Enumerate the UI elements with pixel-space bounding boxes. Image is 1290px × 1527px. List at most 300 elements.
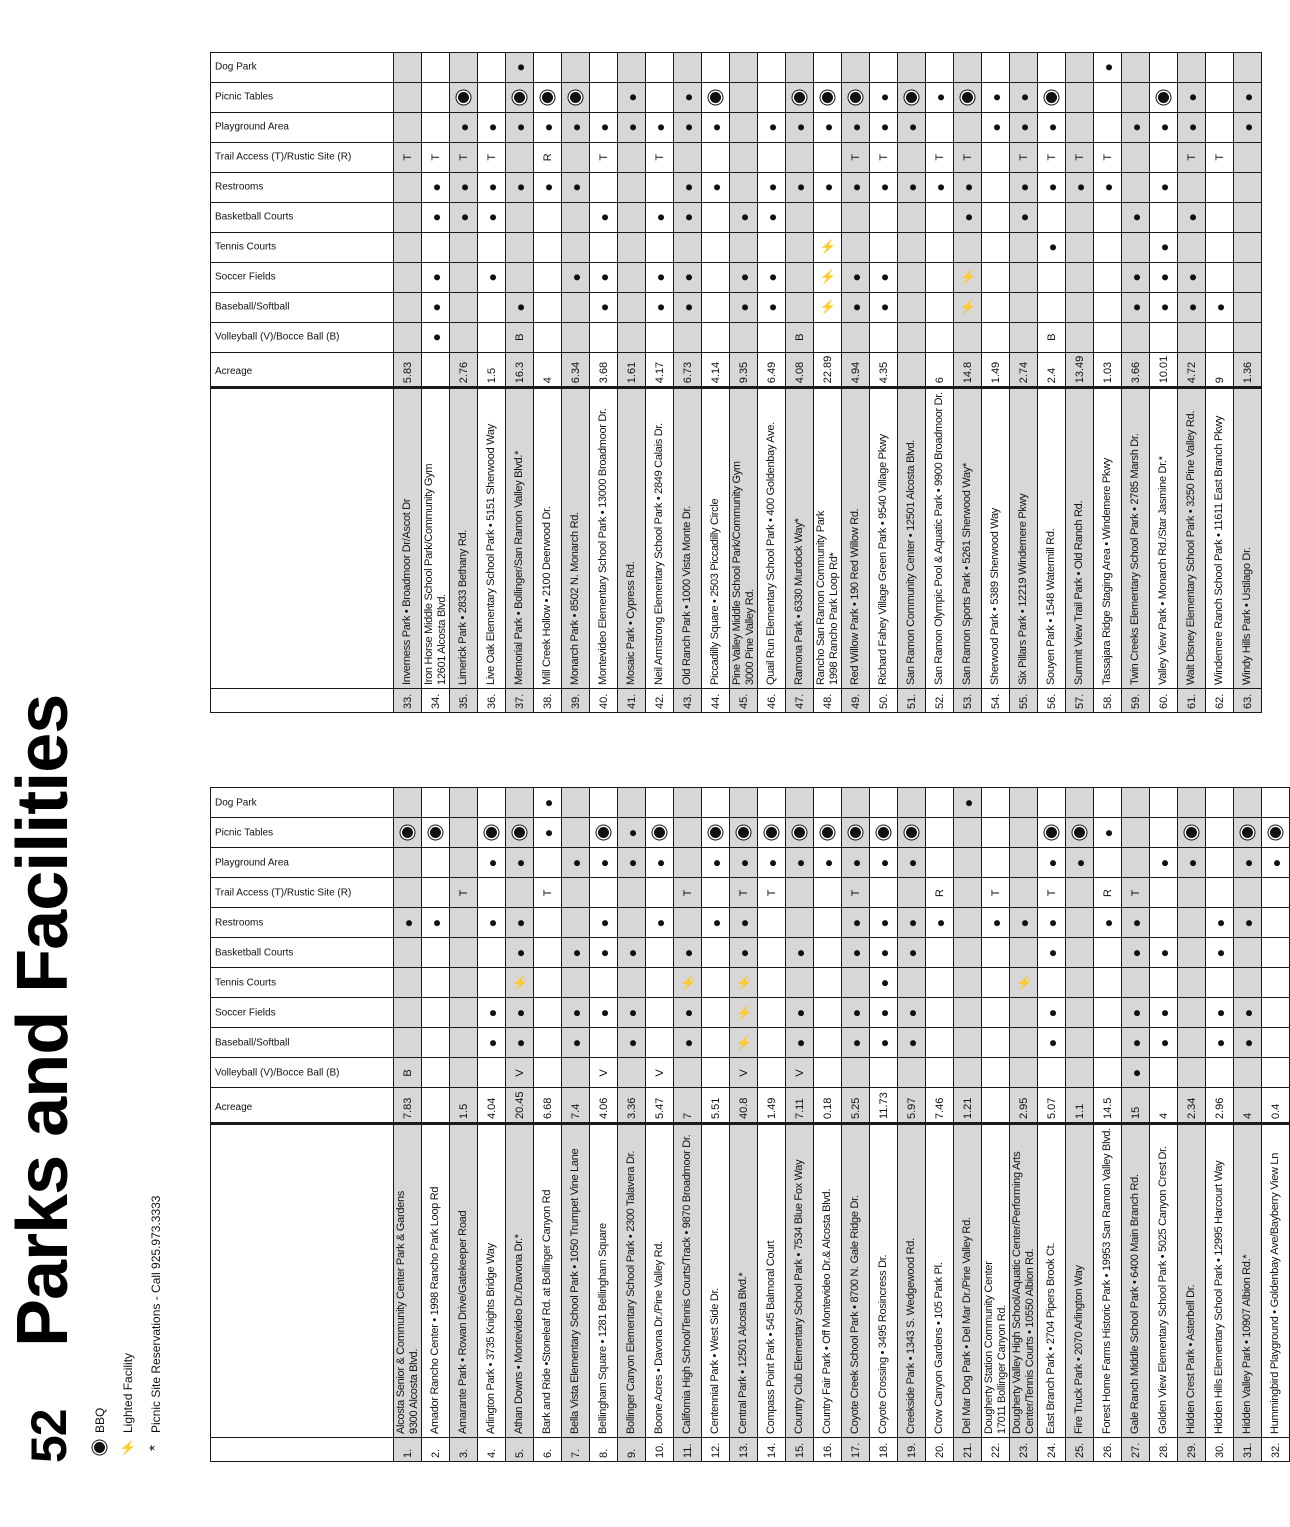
facility-cell bbox=[534, 968, 562, 998]
bbq-icon bbox=[598, 827, 609, 838]
park-name-line: Athan Downs • Montevideo Dr./Davona Dr.* bbox=[513, 1234, 525, 1434]
acreage-cell: 1.61 bbox=[618, 352, 646, 388]
acreage-cell: 3.68 bbox=[590, 352, 618, 388]
park-number: 18. bbox=[870, 1438, 898, 1462]
facility-cell bbox=[1066, 172, 1094, 202]
facility-cell bbox=[1122, 968, 1150, 998]
park-name-line: Pine Valley Middle School Park/Community Gym bbox=[730, 461, 743, 685]
park-number: 58. bbox=[1094, 689, 1122, 713]
facility-cell bbox=[506, 172, 534, 202]
table-row bbox=[674, 52, 702, 712]
facility-cell bbox=[814, 1028, 842, 1058]
facility-cell bbox=[898, 292, 926, 322]
acreage-cell: 6.68 bbox=[534, 1088, 562, 1124]
park-name bbox=[422, 1124, 450, 1438]
facility-cell bbox=[478, 848, 506, 878]
lighted-facility-icon: ⚡ bbox=[959, 269, 976, 285]
dot-icon: ● bbox=[1099, 62, 1116, 72]
park-name-line: Valley View Park • Monarch Rd./Star Jasmine Dr.* bbox=[1157, 456, 1169, 685]
facility-cell bbox=[534, 232, 562, 262]
dot-icon: ● bbox=[1211, 1008, 1228, 1018]
facility-cell bbox=[646, 232, 674, 262]
facility-cell bbox=[926, 1028, 954, 1058]
table-row bbox=[730, 788, 758, 1462]
facility-cell bbox=[506, 142, 534, 172]
facility-cell bbox=[1262, 1058, 1290, 1088]
facility-cell bbox=[982, 292, 1010, 322]
header-blank bbox=[211, 1438, 394, 1462]
facility-cell bbox=[758, 232, 786, 262]
facility-cell bbox=[534, 818, 562, 848]
dot-icon: ● bbox=[847, 302, 864, 312]
park-name bbox=[534, 1124, 562, 1438]
facility-cell bbox=[1010, 1028, 1038, 1058]
facility-cell bbox=[1122, 322, 1150, 352]
table-row bbox=[618, 788, 646, 1462]
dot-icon: ● bbox=[623, 1038, 640, 1048]
facility-cell bbox=[1150, 938, 1178, 968]
facility-cell bbox=[1038, 262, 1066, 292]
facility-cell bbox=[422, 202, 450, 232]
park-number: 10. bbox=[646, 1438, 674, 1462]
dot-icon: ● bbox=[1155, 272, 1172, 282]
facility-cell bbox=[422, 938, 450, 968]
facility-cell bbox=[1038, 938, 1066, 968]
dot-icon: ● bbox=[1015, 918, 1032, 928]
lighted-facility-icon: ⚡ bbox=[735, 1004, 752, 1020]
bbq-icon bbox=[458, 92, 469, 103]
table-row bbox=[1010, 788, 1038, 1462]
park-name bbox=[926, 388, 954, 689]
dot-icon: ● bbox=[623, 122, 640, 132]
facility-cell bbox=[926, 998, 954, 1028]
dot-icon: ● bbox=[1043, 122, 1060, 132]
facility-cell bbox=[674, 112, 702, 142]
facility-cell bbox=[618, 938, 646, 968]
bbq-icon bbox=[898, 818, 926, 848]
park-name bbox=[478, 1124, 506, 1438]
facility-cell bbox=[590, 172, 618, 202]
column-header-label: Playground Area bbox=[215, 121, 289, 133]
acreage-cell: 6.49 bbox=[758, 352, 786, 388]
facility-cell bbox=[646, 908, 674, 938]
park-number: 27. bbox=[1122, 1438, 1150, 1462]
bbq-icon bbox=[870, 818, 898, 848]
facility-cell bbox=[926, 878, 954, 908]
park-name-line: Bollinger Canyon Elementary School Park • 2300 Talavera Dr. bbox=[625, 1150, 637, 1434]
dot-icon: ● bbox=[623, 858, 640, 868]
facility-cell bbox=[1234, 848, 1262, 878]
facility-code: T bbox=[933, 153, 946, 161]
facility-cell bbox=[646, 938, 674, 968]
dot-icon: ● bbox=[763, 212, 780, 222]
park-name-line: 12601 Alcosta Blvd. bbox=[435, 594, 448, 685]
dot-icon: ● bbox=[707, 918, 724, 928]
park-name bbox=[562, 1124, 590, 1438]
facility-cell bbox=[422, 1028, 450, 1058]
acreage-cell: 5.51 bbox=[702, 1088, 730, 1124]
bbq-icon bbox=[1178, 818, 1206, 848]
facility-cell bbox=[394, 172, 422, 202]
facility-cell bbox=[1206, 292, 1234, 322]
facility-cell bbox=[478, 1028, 506, 1058]
dot-icon: ● bbox=[875, 858, 892, 868]
facility-cell bbox=[1066, 788, 1094, 818]
facility-cell bbox=[842, 142, 870, 172]
facility-cell bbox=[814, 908, 842, 938]
column-header bbox=[211, 908, 394, 938]
facility-cell bbox=[954, 1028, 982, 1058]
facility-cell bbox=[1066, 998, 1094, 1028]
bbq-icon bbox=[394, 818, 422, 848]
facility-code: T bbox=[1101, 153, 1114, 161]
facility-code: V bbox=[653, 1069, 666, 1077]
facility-cell bbox=[562, 848, 590, 878]
facility-cell bbox=[1150, 848, 1178, 878]
bbq-icon bbox=[786, 818, 814, 848]
acreage-cell: 0.4 bbox=[1262, 1088, 1290, 1124]
park-name-line: Quail Run Elementary School Park • 400 Goldenbay Ave. bbox=[765, 422, 777, 685]
facility-cell bbox=[954, 938, 982, 968]
park-number: 43. bbox=[674, 689, 702, 713]
dot-icon: ● bbox=[595, 302, 612, 312]
park-number: 57. bbox=[1066, 689, 1094, 713]
facility-cell bbox=[1066, 232, 1094, 262]
facility-cell bbox=[1038, 788, 1066, 818]
facility-cell bbox=[898, 202, 926, 232]
dot-icon: ● bbox=[539, 798, 556, 808]
acreage-cell: 1.36 bbox=[1234, 352, 1262, 388]
facility-cell bbox=[1010, 788, 1038, 818]
facility-cell bbox=[1178, 1028, 1206, 1058]
park-name bbox=[982, 1124, 1010, 1438]
dot-icon: ● bbox=[1267, 858, 1284, 868]
dot-icon: ● bbox=[595, 272, 612, 282]
facility-cell bbox=[450, 968, 478, 998]
lighted-facility-icon bbox=[814, 292, 842, 322]
facility-cell bbox=[1206, 202, 1234, 232]
table-row bbox=[450, 52, 478, 712]
legend-item-bbq bbox=[90, 1063, 110, 1463]
park-name-line: San Ramon Community Center • 12501 Alcosta Blvd. bbox=[905, 439, 917, 685]
dot-icon: ● bbox=[511, 1038, 528, 1048]
facility-cell bbox=[1010, 998, 1038, 1028]
facility-cell bbox=[478, 968, 506, 998]
facility-cell bbox=[1262, 998, 1290, 1028]
facility-cell bbox=[1262, 1028, 1290, 1058]
facility-cell bbox=[898, 998, 926, 1028]
facility-cell bbox=[394, 1028, 422, 1058]
facility-cell bbox=[394, 262, 422, 292]
park-name-line: Golden View Elementary School Park • 5025 Canyon Crest Dr. bbox=[1157, 1146, 1169, 1434]
park-name bbox=[842, 388, 870, 689]
facility-cell bbox=[1206, 142, 1234, 172]
bbq-icon bbox=[794, 92, 805, 103]
park-name-line: Windy Hills Park • Ustilago Dr. bbox=[1241, 547, 1253, 685]
facility-cell bbox=[1122, 788, 1150, 818]
facility-cell bbox=[1122, 82, 1150, 112]
facility-cell bbox=[562, 878, 590, 908]
facility-cell bbox=[1234, 938, 1262, 968]
lighted-facility-icon: ⚡ bbox=[819, 239, 836, 255]
facility-cell bbox=[1122, 202, 1150, 232]
column-header-label: Baseball/Softball bbox=[215, 301, 290, 313]
dot-icon: ● bbox=[735, 948, 752, 958]
facility-cell bbox=[674, 848, 702, 878]
facility-cell bbox=[674, 938, 702, 968]
table-row bbox=[1094, 788, 1122, 1462]
dot-icon: ● bbox=[623, 1008, 640, 1018]
bbq-icon bbox=[486, 827, 497, 838]
facility-cell bbox=[534, 938, 562, 968]
facility-cell bbox=[590, 968, 618, 998]
table-row bbox=[422, 788, 450, 1462]
table-row bbox=[1038, 788, 1066, 1462]
park-name bbox=[478, 388, 506, 689]
facility-cell bbox=[982, 202, 1010, 232]
park-name bbox=[1178, 388, 1206, 689]
park-name-line: Dougherty Station Community Center bbox=[982, 1261, 995, 1434]
table-row bbox=[842, 788, 870, 1462]
acreage-cell: 1.49 bbox=[758, 1088, 786, 1124]
bbq-icon bbox=[1186, 827, 1197, 838]
facility-cell bbox=[1150, 968, 1178, 998]
parks-table-1 bbox=[210, 787, 1290, 1462]
facility-cell bbox=[1178, 848, 1206, 878]
facility-cell bbox=[1234, 232, 1262, 262]
column-header bbox=[211, 1088, 394, 1124]
table-row bbox=[1234, 788, 1262, 1462]
facility-code: T bbox=[989, 889, 1002, 897]
park-number: 49. bbox=[842, 689, 870, 713]
facility-code: T bbox=[1045, 153, 1058, 161]
park-name-line: Del Mar Dog Park • Del Mar Dr./Pine Valley Rd. bbox=[961, 1217, 973, 1434]
dot-icon: ● bbox=[483, 858, 500, 868]
facility-cell bbox=[506, 202, 534, 232]
column-header-label: Restrooms bbox=[215, 181, 264, 193]
lighted-facility-icon: ⚡ bbox=[1015, 974, 1032, 990]
facility-cell bbox=[1234, 292, 1262, 322]
facility-cell bbox=[478, 322, 506, 352]
facility-cell bbox=[1038, 878, 1066, 908]
facility-cell bbox=[618, 908, 646, 938]
facility-code: V bbox=[513, 1069, 526, 1077]
facility-cell bbox=[506, 292, 534, 322]
dot-icon: ● bbox=[875, 92, 892, 102]
park-number: 12. bbox=[702, 1438, 730, 1462]
park-number: 59. bbox=[1122, 689, 1150, 713]
park-number: 56. bbox=[1038, 689, 1066, 713]
lighted-facility-icon: ⚡ bbox=[819, 269, 836, 285]
facility-cell bbox=[478, 1058, 506, 1088]
facility-cell bbox=[814, 878, 842, 908]
facility-cell bbox=[590, 232, 618, 262]
facility-cell bbox=[786, 908, 814, 938]
dot-icon: ● bbox=[763, 182, 780, 192]
park-name bbox=[1150, 1124, 1178, 1438]
facility-cell bbox=[562, 142, 590, 172]
facility-cell bbox=[562, 292, 590, 322]
facility-cell bbox=[842, 998, 870, 1028]
park-name-line: Creekside Park • 1343 S. Wedgewood Rd. bbox=[905, 1238, 917, 1434]
park-number: 25. bbox=[1066, 1438, 1094, 1462]
dot-icon: ● bbox=[511, 302, 528, 312]
facility-cell bbox=[422, 292, 450, 322]
dot-icon: ● bbox=[1183, 858, 1200, 868]
acreage-cell bbox=[422, 352, 450, 388]
facility-cell bbox=[562, 322, 590, 352]
table-row bbox=[1122, 52, 1150, 712]
facility-cell bbox=[1150, 998, 1178, 1028]
park-name bbox=[1206, 1124, 1234, 1438]
dot-icon: ● bbox=[483, 918, 500, 928]
acreage-cell: 5.97 bbox=[898, 1088, 926, 1124]
dot-icon: ● bbox=[1127, 1068, 1144, 1078]
park-number: 54. bbox=[982, 689, 1010, 713]
bbq-icon bbox=[710, 92, 721, 103]
dot-icon: ● bbox=[679, 302, 696, 312]
facility-cell bbox=[1122, 1058, 1150, 1088]
column-header bbox=[211, 968, 394, 998]
column-header bbox=[211, 848, 394, 878]
facility-cell bbox=[982, 172, 1010, 202]
dot-icon: ● bbox=[651, 212, 668, 222]
park-name-line: Boone Acres • Davona Dr./Pine Valley Rd. bbox=[653, 1241, 665, 1434]
facility-cell bbox=[674, 908, 702, 938]
facility-cell bbox=[674, 1058, 702, 1088]
table-row bbox=[954, 52, 982, 712]
facility-cell bbox=[590, 998, 618, 1028]
facility-cell bbox=[590, 202, 618, 232]
table-row bbox=[842, 52, 870, 712]
dot-icon: ● bbox=[847, 122, 864, 132]
facility-code: T bbox=[849, 153, 862, 161]
facility-cell bbox=[646, 848, 674, 878]
facility-cell bbox=[926, 292, 954, 322]
facility-cell bbox=[1234, 82, 1262, 112]
bbq-icon bbox=[1038, 818, 1066, 848]
legend-label: Picnic Site Reservations - Call 925.973.3333 bbox=[149, 1195, 163, 1433]
column-header-label: Basketball Courts bbox=[215, 211, 294, 223]
facility-cell bbox=[1178, 292, 1206, 322]
facility-cell bbox=[982, 878, 1010, 908]
dot-icon: ● bbox=[483, 272, 500, 282]
table-row bbox=[898, 52, 926, 712]
facility-cell bbox=[1206, 52, 1234, 82]
park-name bbox=[954, 1124, 982, 1438]
lighted-facility-icon: ⚡ bbox=[819, 299, 836, 315]
dot-icon: ● bbox=[567, 858, 584, 868]
facility-cell bbox=[450, 322, 478, 352]
dot-icon: ● bbox=[427, 272, 444, 282]
acreage-cell: 1.5 bbox=[450, 1088, 478, 1124]
dot-icon: ● bbox=[1183, 212, 1200, 222]
park-name-line: 9300 Alcosta Blvd. bbox=[407, 1348, 420, 1434]
facility-cell bbox=[814, 968, 842, 998]
facility-cell bbox=[394, 788, 422, 818]
dot-icon: ● bbox=[1127, 948, 1144, 958]
facility-cell bbox=[814, 1058, 842, 1088]
facility-cell bbox=[730, 292, 758, 322]
acreage-cell: 7.83 bbox=[394, 1088, 422, 1124]
column-header-label: Soccer Fields bbox=[215, 1007, 276, 1019]
table-row bbox=[982, 788, 1010, 1462]
dot-icon: ● bbox=[511, 948, 528, 958]
facility-cell bbox=[1150, 1058, 1178, 1088]
facility-cell bbox=[590, 262, 618, 292]
park-name bbox=[758, 388, 786, 689]
facility-cell bbox=[1066, 1058, 1094, 1088]
facility-cell bbox=[618, 818, 646, 848]
facility-cell bbox=[646, 172, 674, 202]
facility-cell bbox=[1094, 788, 1122, 818]
facility-cell bbox=[730, 878, 758, 908]
facility-code: V bbox=[793, 1069, 806, 1077]
dot-icon: ● bbox=[1043, 1008, 1060, 1018]
bbq-icon bbox=[906, 92, 917, 103]
lighted-facility-icon bbox=[814, 232, 842, 262]
facility-cell bbox=[814, 998, 842, 1028]
dot-icon: ● bbox=[623, 948, 640, 958]
facility-cell bbox=[842, 262, 870, 292]
facility-cell bbox=[506, 998, 534, 1028]
facility-cell bbox=[1094, 172, 1122, 202]
facility-cell bbox=[646, 968, 674, 998]
dot-icon: ● bbox=[875, 122, 892, 132]
facility-cell bbox=[758, 968, 786, 998]
facility-cell bbox=[1066, 848, 1094, 878]
facility-cell bbox=[534, 52, 562, 82]
dot-icon: ● bbox=[679, 92, 696, 102]
facility-cell bbox=[618, 262, 646, 292]
park-name bbox=[1206, 388, 1234, 689]
facility-cell bbox=[870, 232, 898, 262]
table-row bbox=[758, 52, 786, 712]
park-name bbox=[842, 1124, 870, 1438]
table-row bbox=[394, 788, 422, 1462]
acreage-cell bbox=[422, 1088, 450, 1124]
facility-cell bbox=[1150, 202, 1178, 232]
park-number: 3. bbox=[450, 1438, 478, 1462]
facility-cell bbox=[1010, 142, 1038, 172]
facility-cell bbox=[1122, 818, 1150, 848]
facility-code: T bbox=[1185, 153, 1198, 161]
facility-cell bbox=[926, 202, 954, 232]
dot-icon: ● bbox=[539, 122, 556, 132]
table-row bbox=[618, 52, 646, 712]
facility-cell bbox=[898, 262, 926, 292]
facility-cell bbox=[1206, 878, 1234, 908]
facility-cell bbox=[954, 998, 982, 1028]
facility-cell bbox=[1038, 908, 1066, 938]
facility-cell bbox=[870, 142, 898, 172]
table-row bbox=[478, 788, 506, 1462]
dot-icon: ● bbox=[595, 948, 612, 958]
facility-cell bbox=[618, 1058, 646, 1088]
column-header bbox=[211, 82, 394, 112]
facility-cell bbox=[1178, 968, 1206, 998]
acreage-cell: 22.89 bbox=[814, 352, 842, 388]
facility-cell bbox=[898, 848, 926, 878]
bbq-icon bbox=[738, 827, 749, 838]
park-name bbox=[702, 388, 730, 689]
facility-cell bbox=[1178, 202, 1206, 232]
facility-cell bbox=[786, 232, 814, 262]
column-header bbox=[211, 1058, 394, 1088]
facility-cell bbox=[954, 202, 982, 232]
facility-cell bbox=[506, 322, 534, 352]
facility-cell bbox=[1038, 968, 1066, 998]
